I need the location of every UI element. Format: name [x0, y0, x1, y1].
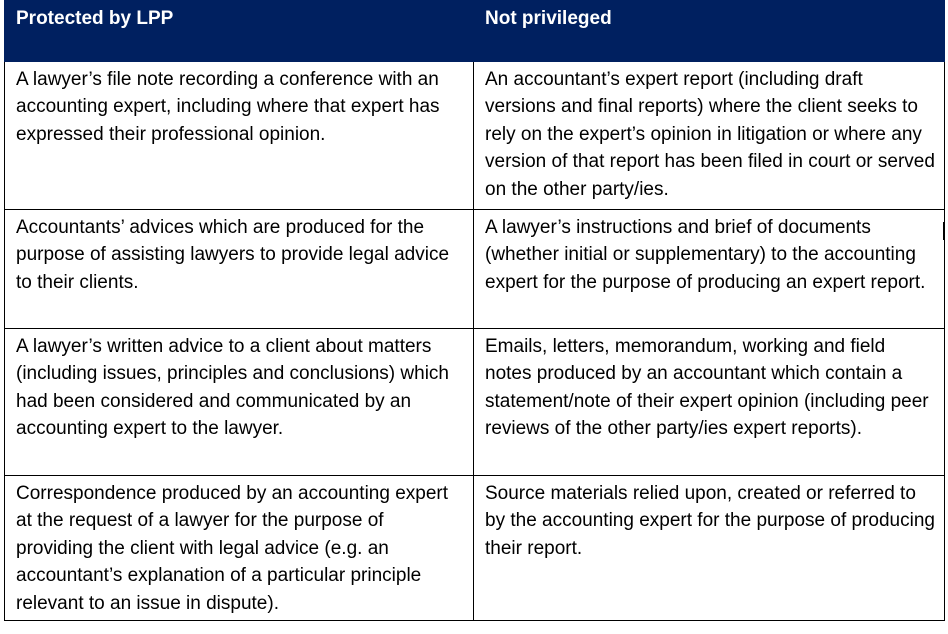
- protected-cell: A lawyer’s written advice to a client about matters (including issues, principles and conclusions) which had been considered and communicated by an accounting expert to the lawyer.: [5, 329, 474, 476]
- header-row: [5, 1, 945, 62]
- text-cursor: [943, 222, 944, 240]
- not-privileged-cell: Source materials relied upon, created or referred to by the accounting expert for the purpose of producing their report.: [474, 476, 945, 621]
- table-row: [5, 476, 945, 621]
- protected-cell: A lawyer’s file note recording a conference with an accounting expert, including where that expert has expressed their professional opinion.: [5, 62, 474, 210]
- table-row: [5, 62, 945, 210]
- table-row: [5, 210, 945, 329]
- table-row: [5, 329, 945, 476]
- header-not-privileged: Not privileged: [474, 1, 945, 62]
- table-body: [5, 62, 945, 621]
- not-privileged-cell: A lawyer’s instructions and brief of documents (whether initial or supplementary) to the accounting expert for the purpose of producing an expert report.: [474, 210, 945, 329]
- not-privileged-cell: An accountant’s expert report (including draft versions and final reports) where the client seeks to rely on the expert’s opinion in litigation or where any version of that report has been filed in court or served on the other party/ies.: [474, 62, 945, 210]
- table-header: [5, 1, 945, 62]
- privilege-comparison-table: [4, 0, 945, 621]
- protected-cell: Accountants’ advices which are produced for the purpose of assisting lawyers to provide legal advice to their clients.: [5, 210, 474, 329]
- header-protected-by-lpp: Protected by LPP: [5, 1, 474, 62]
- protected-cell: Correspondence produced by an accounting expert at the request of a lawyer for the purpose of providing the client with legal advice (e.g. an accountant’s explanation of a particular principle relevant to an issue in dispute).: [5, 476, 474, 621]
- not-privileged-cell: Emails, letters, memorandum, working and field notes produced by an accountant which contain a statement/note of their expert opinion (including peer reviews of the other party/ies expert reports).: [474, 329, 945, 476]
